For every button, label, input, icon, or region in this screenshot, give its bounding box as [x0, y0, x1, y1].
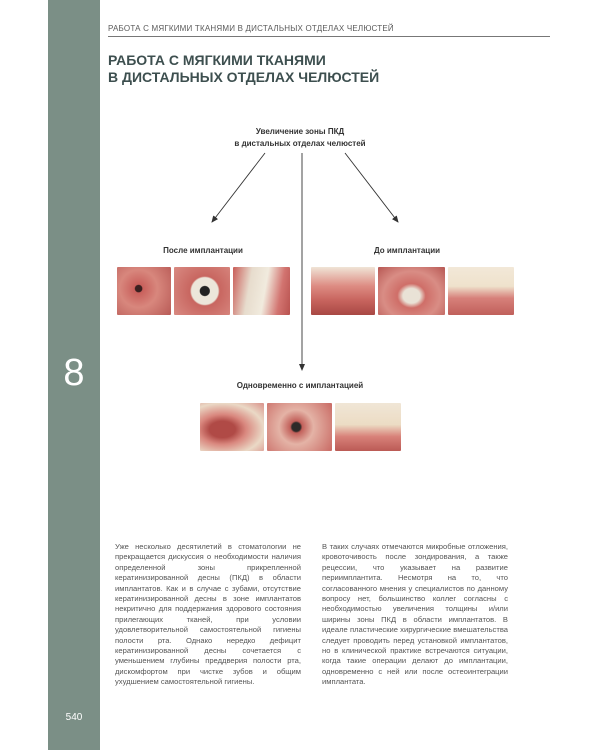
arrow-to-after [212, 153, 265, 222]
chapter-number: 8 [63, 352, 85, 394]
page-title [108, 52, 548, 86]
body-column-2: В таких случаях отмечаются микробные отложения, кровоточивость после зондирования, а также рецессии, что указывает на развитие периимплантита. Несмотря на то, что согласованного мнения у специалистов по данному вопросу нет, большинство коллег согласны с необходимостью увеличения толщины и/или ширины зоны ПКД в области имплантатов. В идеале пластические хирургические вмешательства следует проводить перед установкой имплантатов, но в клинической практике встречаются ситуации, когда такие операции делают до имплантации, одновременно с ней или после остеоинтеграции имплантата. [322, 542, 508, 687]
simultaneous-implantation-label: Одновременно с имплантацией [236, 381, 364, 390]
clinical-photo [335, 403, 401, 451]
page-number: 540 [65, 712, 83, 723]
clinical-photo [267, 403, 332, 451]
arrow-to-before [345, 153, 398, 222]
clinical-photo [174, 267, 230, 315]
running-head: РАБОТА С МЯГКИМИ ТКАНЯМИ В ДИСТАЛЬНЫХ ОТДЕЛАХ ЧЕЛЮСТЕЙ [108, 24, 550, 37]
after-implantation-label: После имплантации [163, 246, 243, 255]
root-line-1: Увеличение зоны ПКД [255, 127, 345, 136]
clinical-photo [378, 267, 445, 315]
clinical-photo [311, 267, 375, 315]
title-line-2: В ДИСТАЛЬНЫХ ОТДЕЛАХ ЧЕЛЮСТЕЙ [108, 69, 380, 85]
diagram-root-label [220, 126, 380, 150]
clinical-photo [448, 267, 514, 315]
root-line-2: в дистальных отделах челюстей [234, 139, 366, 148]
clinical-photo [200, 403, 264, 451]
clinical-photo [233, 267, 290, 315]
clinical-photo [117, 267, 171, 315]
body-column-1: Уже несколько десятилетий в стоматологии не прекращается дискуссия о необходимости наличия определенной зоны прикрепленной кератинизированной десны (ПКД) в области имплантатов. Как и в случае с зубами, отсутствие кератинизированной десны в зоне имплантатов некритично для поддержания здорового состояния прилегающих тканей, при условии удовлетворительной самостоятельной гигиены полости рта. Однако нередко дефицит кератинизированной десны сочетается с уменьшением глубины преддверия полости рта, дискомфортом при чистке зубов и общим ухудшением самостоятельной гигиены. [115, 542, 301, 687]
before-implantation-label: До имплантации [373, 246, 441, 255]
title-line-1: РАБОТА С МЯГКИМИ ТКАНЯМИ [108, 52, 326, 68]
